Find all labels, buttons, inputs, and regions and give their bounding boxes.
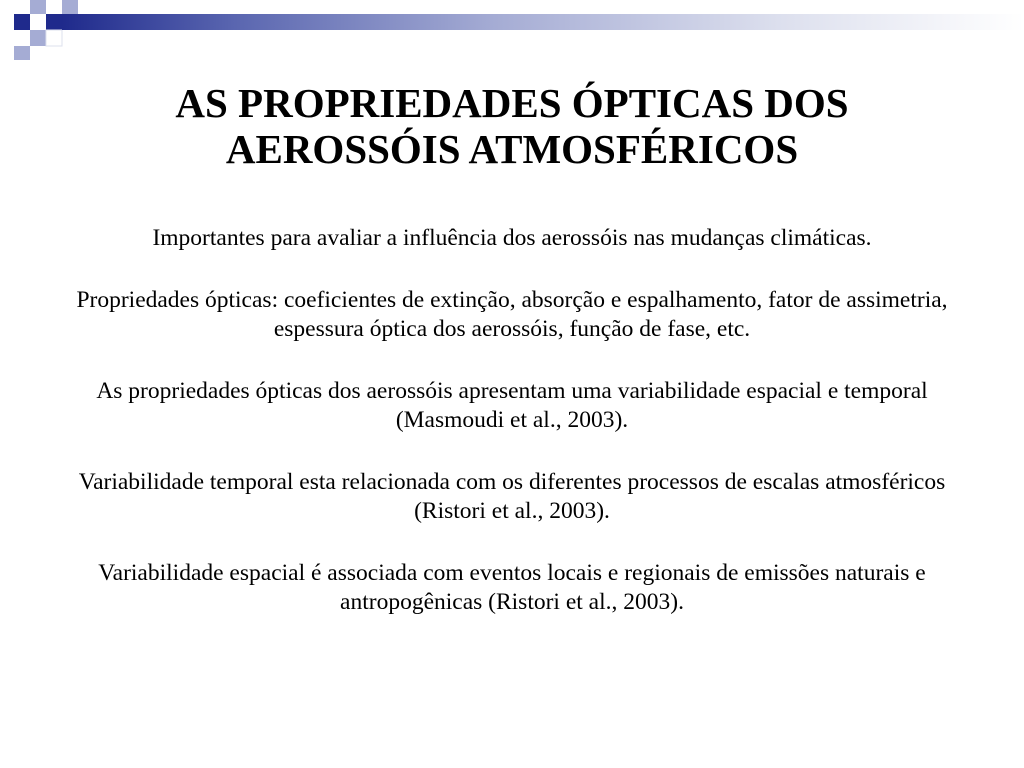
title-line-1: AS PROPRIEDADES ÓPTICAS DOS [175,80,849,126]
dark-square [46,14,62,30]
dark-square [14,14,30,30]
paragraph-variability: As propriedades ópticas dos aerossóis apresentam uma variabilidade espacial e temporal (Masmoudi et al., 2003). [96,378,928,433]
corner-squares-graphic [0,0,90,70]
header-gradient-bar [62,14,1024,30]
title-line-2: AEROSSÓIS ATMOSFÉRICOS [225,126,799,172]
light-square [30,30,46,46]
light-square [62,0,78,14]
white-square [46,30,62,46]
paragraph-optical-properties: Propriedades ópticas: coeficientes de extinção, absorção e espalhamento, fator de assimetria, espessura óptica dos aerossóis, função de fase, etc. [76,287,948,342]
paragraph-temporal-variability: Variabilidade temporal esta relacionada com os diferentes processos de escalas atmosféricos (Ristori et al., 2003). [78,469,946,524]
slide-body [60,224,964,650]
slide-title [0,80,1024,172]
light-square [14,46,30,60]
paragraph-importance: Importantes para avaliar a influência dos aerossóis nas mudanças climáticas. [152,225,872,251]
paragraph-spatial-variability: Variabilidade espacial é associada com eventos locais e regionais de emissões naturais e antropogênicas (Ristori et al., 2003). [98,560,926,615]
light-square [30,0,46,14]
corner-squares-decoration [0,0,90,70]
